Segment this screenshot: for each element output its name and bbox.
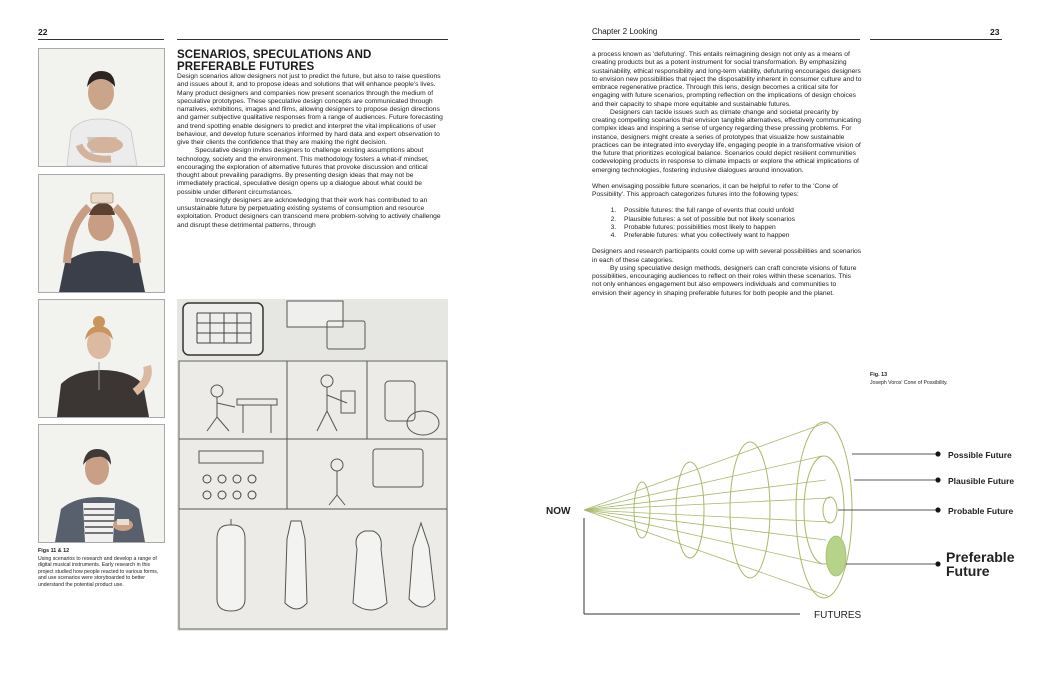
paragraph: Designers can tackle issues such as climate change and societal precarity by creating compelling scenarios that envision tangible alternatives, effectively communicating complex ideas and inspiring a sense of urgency regarding these pressing problems. For instance, designers might create a series of prototypes that visualize how sustainable practices can be integrated into everyday life, engaging people in a transformative vision of the future that prioritizes ecological balance. Scenarios could depict resilient communities codeveloping products in response to climate impacts or explore the ethical implications of emerging technologies, fostering inclusive dialogues around innovation. (592, 108, 862, 174)
chapter-title: Chapter 2 Looking (592, 27, 658, 36)
plausible-future-label: Plausible Future (948, 476, 1015, 486)
list-item: 2. Plausible futures: a set of possible but not likely scenarios (618, 216, 862, 224)
paragraph: Designers and research participants could come up with several possibilities and scenarios in each of these categories. (592, 248, 862, 264)
preferable-future-label: Preferable Future (946, 549, 1015, 579)
probable-future-label: Probable Future (948, 506, 1014, 516)
right-header-rule-2 (870, 39, 1002, 40)
left-header-rule-2 (177, 39, 448, 40)
caption-text: Joseph Voros' Cone of Possibility. (870, 379, 948, 386)
list-item: 4. Preferable futures: what you collectively want to happen (618, 232, 862, 240)
list-item: 1. Possible futures: the full range of events that could unfold (618, 207, 862, 215)
photo-person-holding-small-object (38, 424, 165, 543)
caption-text: Using scenarios to research and develop a range of digital musical instruments. Early research in this project studied how people reacted to various forms, and use scenarios were storyboarded to better understand the potential product use. (38, 555, 159, 588)
futures-list (592, 207, 862, 240)
cone-rings (634, 422, 852, 598)
right-header-rule-1 (592, 39, 860, 40)
paragraph: a process known as 'defuturing'. This entails reimagining design not only as a means of creating products but as a potent instrument for social transformation. By emphasizing sustainability, ethical responsibility and long-term viability, defuturing encourages designers to envision new possibilities that reject the disposability inherent in consumer culture and to embrace regenerative practice. Through this lens, design becomes a critical site for engaging with future scenarios, prompting reflection on the implications of design choices and their capacity to shape more equitable and sustainable futures. (592, 51, 862, 108)
possible-future-label: Possible Future (948, 450, 1012, 460)
list-item: 3. Probable futures: possibilities most likely to happen (618, 224, 862, 232)
storyboard-sketches-image (177, 299, 448, 631)
paragraph: Increasingly designers are acknowledging that their work has contributed to an unsustainable future by perpetuating existing systems of consumption and resource exploitation. Product designers can transcend mere problem-solving to actively challenge and disrupt these detrimental patterns, through (177, 196, 441, 229)
cone-lines (584, 422, 830, 596)
list-intro: When envisaging possible future scenarios, it can be helpful to refer to the 'Cone of Possibility'. This approach categorizes futures into the following types: (592, 182, 838, 198)
futures-label: FUTURES (814, 610, 862, 621)
caption-title: Figs 11 & 12 (38, 548, 70, 554)
left-header-rule-1 (38, 39, 164, 40)
fig-13-caption (870, 372, 990, 386)
figs-11-12-caption (38, 548, 166, 589)
now-label: NOW (546, 506, 571, 517)
left-body-text (177, 73, 448, 230)
caption-title: Fig. 13 (870, 372, 888, 378)
photo-person-raising-object (38, 174, 165, 293)
paragraph: Speculative design invites designers to challenge existing assumptions about technology, society and the environment. This methodology fosters a what-if mindset, encouraging the exploration of alternative futures that provoke discussion and critical thought about prevailing paradigms. By presenting design ideas that may not be immediately practical, speculative design opens up a dialogue about what could be possible under different circumstances. (177, 147, 429, 196)
paragraph: By using speculative design methods, designers can craft concrete visions of future possibilities, encouraging audiences to reflect on their roles within these scenarios. This not only enhances engagement but also empowers individuals and communities to envision their agency in shaping preferable futures for both people and the planet. (592, 264, 857, 297)
photo-person-holding-object (38, 48, 165, 167)
preferable-future-blob (826, 536, 846, 576)
photo-person-smiling (38, 299, 165, 418)
left-page-number: 22 (38, 27, 48, 37)
paragraph: Design scenarios allow designers not just to predict the future, but also to raise questions and issues about it, and to propose ideas and solutions that will enhance people's lives. Many product designers and companies now present scenarios through the medium of speculative prototypes. These speculative design concepts are communicated through narratives, exhibitions, images and films, allowing designers to propose design directions and garner subjective qualitative responses from a range of audiences. Future forecasting and trend spotting enable designers to predict and interpret the vital implications of user behaviour, and develop future scenarios informed by hard data and expert observation to give their clients the confidence that they are making the right decision. (177, 73, 443, 146)
cone-of-possibility-diagram (540, 418, 1030, 628)
section-heading: SCENARIOS, SPECULATIONS AND PREFERABLE FUTURES (177, 49, 372, 73)
right-body-text (592, 51, 862, 298)
right-page-number: 23 (990, 27, 1000, 37)
